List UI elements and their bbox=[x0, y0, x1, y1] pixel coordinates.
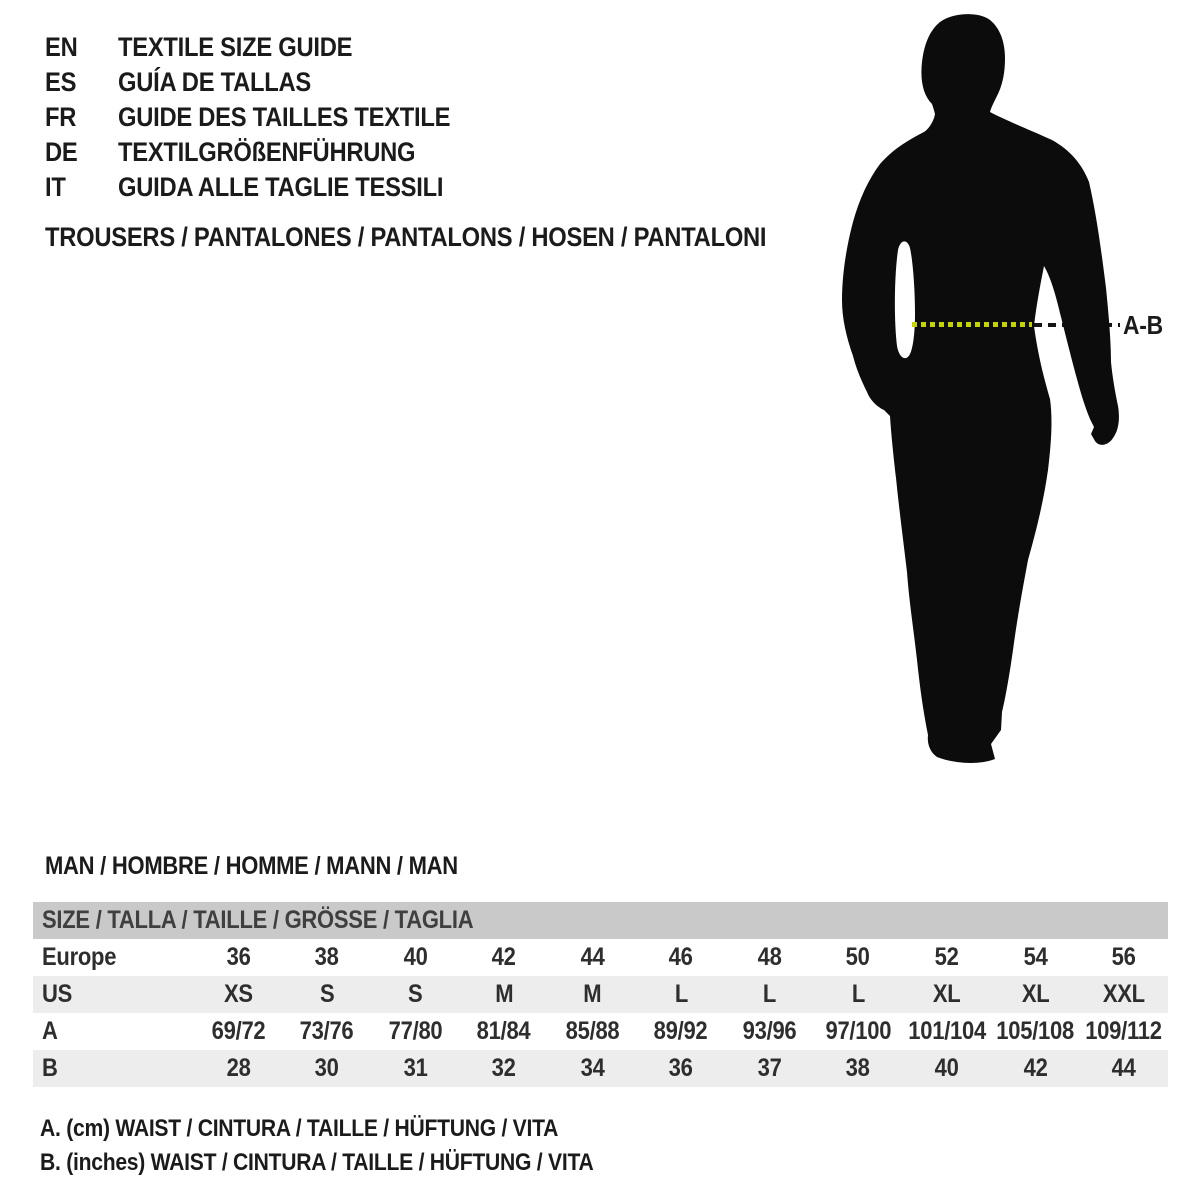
table-cell: 40 bbox=[934, 1054, 959, 1082]
table-row-us bbox=[33, 976, 1168, 1013]
table-row-a-cm bbox=[33, 1013, 1168, 1050]
row-label: A bbox=[42, 1017, 58, 1045]
footnotes bbox=[40, 1112, 669, 1180]
table-cell: 40 bbox=[403, 943, 428, 971]
table-cell: L bbox=[674, 980, 688, 1008]
table-cell: 48 bbox=[757, 943, 782, 971]
garment-heading: TROUSERS / PANTALONES / PANTALONS / HOSEN / PANTALONI bbox=[45, 222, 767, 252]
table-cell: M bbox=[494, 980, 513, 1008]
measure-label-ab: A-B bbox=[1123, 310, 1163, 340]
table-cell: 105/108 bbox=[996, 1017, 1075, 1045]
table-row-europe bbox=[33, 939, 1168, 976]
table-cell: 93/96 bbox=[742, 1017, 797, 1045]
table-cell: S bbox=[408, 980, 423, 1008]
table-cell: 54 bbox=[1023, 943, 1048, 971]
table-cell: M bbox=[583, 980, 602, 1008]
table-cell: 38 bbox=[314, 943, 339, 971]
section-heading: MAN / HOMBRE / HOMME / MANN / MAN bbox=[45, 852, 458, 880]
table-cell: 44 bbox=[580, 943, 605, 971]
language-row-en bbox=[45, 30, 496, 65]
language-row-fr bbox=[45, 100, 496, 135]
table-cell: 46 bbox=[669, 943, 693, 971]
language-row-es bbox=[45, 65, 496, 100]
table-cell: L bbox=[762, 980, 777, 1008]
language-code: ES bbox=[45, 67, 77, 97]
table-cell: 56 bbox=[1111, 943, 1136, 971]
table-cell: 77/80 bbox=[388, 1017, 443, 1045]
table-cell: 73/76 bbox=[299, 1017, 354, 1045]
table-cell: 109/112 bbox=[1085, 1017, 1162, 1045]
language-code: IT bbox=[45, 172, 66, 202]
waist-measure-dotted-line bbox=[912, 322, 1032, 327]
table-cell: 37 bbox=[757, 1054, 782, 1082]
size-table bbox=[33, 902, 1168, 1087]
language-code: EN bbox=[45, 32, 78, 62]
table-cell: 28 bbox=[226, 1054, 251, 1082]
table-cell: 38 bbox=[846, 1054, 871, 1082]
table-cell: XXL bbox=[1102, 980, 1145, 1008]
language-label: GUIDA ALLE TAGLIE TESSILI bbox=[118, 172, 444, 202]
table-cell: 32 bbox=[491, 1054, 516, 1082]
table-cell: 85/88 bbox=[565, 1017, 620, 1045]
footnote-b: B. (inches) WAIST / CINTURA / TAILLE / HÜFTUNG / VITA bbox=[40, 1149, 594, 1176]
table-cell: 36 bbox=[669, 1054, 693, 1082]
table-cell: 69/72 bbox=[211, 1017, 266, 1045]
table-cell: XS bbox=[223, 980, 253, 1008]
row-label: US bbox=[42, 980, 73, 1008]
table-cell: 52 bbox=[934, 943, 959, 971]
table-cell: 89/92 bbox=[654, 1017, 708, 1045]
language-row-it bbox=[45, 170, 496, 205]
footnote-a: A. (cm) WAIST / CINTURA / TAILLE / HÜFTUNG / VITA bbox=[40, 1115, 559, 1142]
table-cell: XL bbox=[1021, 980, 1049, 1008]
table-cell: 31 bbox=[403, 1054, 428, 1082]
language-label: GUIDE DES TAILLES TEXTILE bbox=[118, 102, 451, 132]
table-cell: 101/104 bbox=[907, 1017, 986, 1045]
table-cell: S bbox=[319, 980, 335, 1008]
language-code: FR bbox=[45, 102, 77, 132]
table-cell: 44 bbox=[1111, 1054, 1136, 1082]
row-label: B bbox=[42, 1054, 58, 1082]
table-cell: 30 bbox=[314, 1054, 339, 1082]
language-code: DE bbox=[45, 137, 78, 167]
table-cell: 81/84 bbox=[477, 1017, 531, 1045]
table-cell: 42 bbox=[491, 943, 516, 971]
man-silhouette-figure bbox=[820, 0, 1140, 790]
table-cell: 42 bbox=[1023, 1054, 1048, 1082]
table-cell: 97/100 bbox=[825, 1017, 891, 1045]
table-cell: 34 bbox=[580, 1054, 605, 1082]
size-table-header: SIZE / TALLA / TAILLE / GRÖSSE / TAGLIA bbox=[33, 902, 1168, 939]
language-label: GUÍA DE TALLAS bbox=[118, 67, 311, 97]
language-label: TEXTILE SIZE GUIDE bbox=[118, 32, 353, 62]
table-cell: 36 bbox=[226, 943, 251, 971]
table-cell: 50 bbox=[846, 943, 871, 971]
language-row-de bbox=[45, 135, 496, 170]
table-row-b-inches bbox=[33, 1050, 1168, 1087]
row-label: Europe bbox=[42, 943, 117, 971]
language-list bbox=[45, 30, 496, 205]
table-cell: XL bbox=[932, 980, 961, 1008]
language-label: TEXTILGRÖßENFÜHRUNG bbox=[118, 137, 416, 167]
table-cell: L bbox=[851, 980, 865, 1008]
